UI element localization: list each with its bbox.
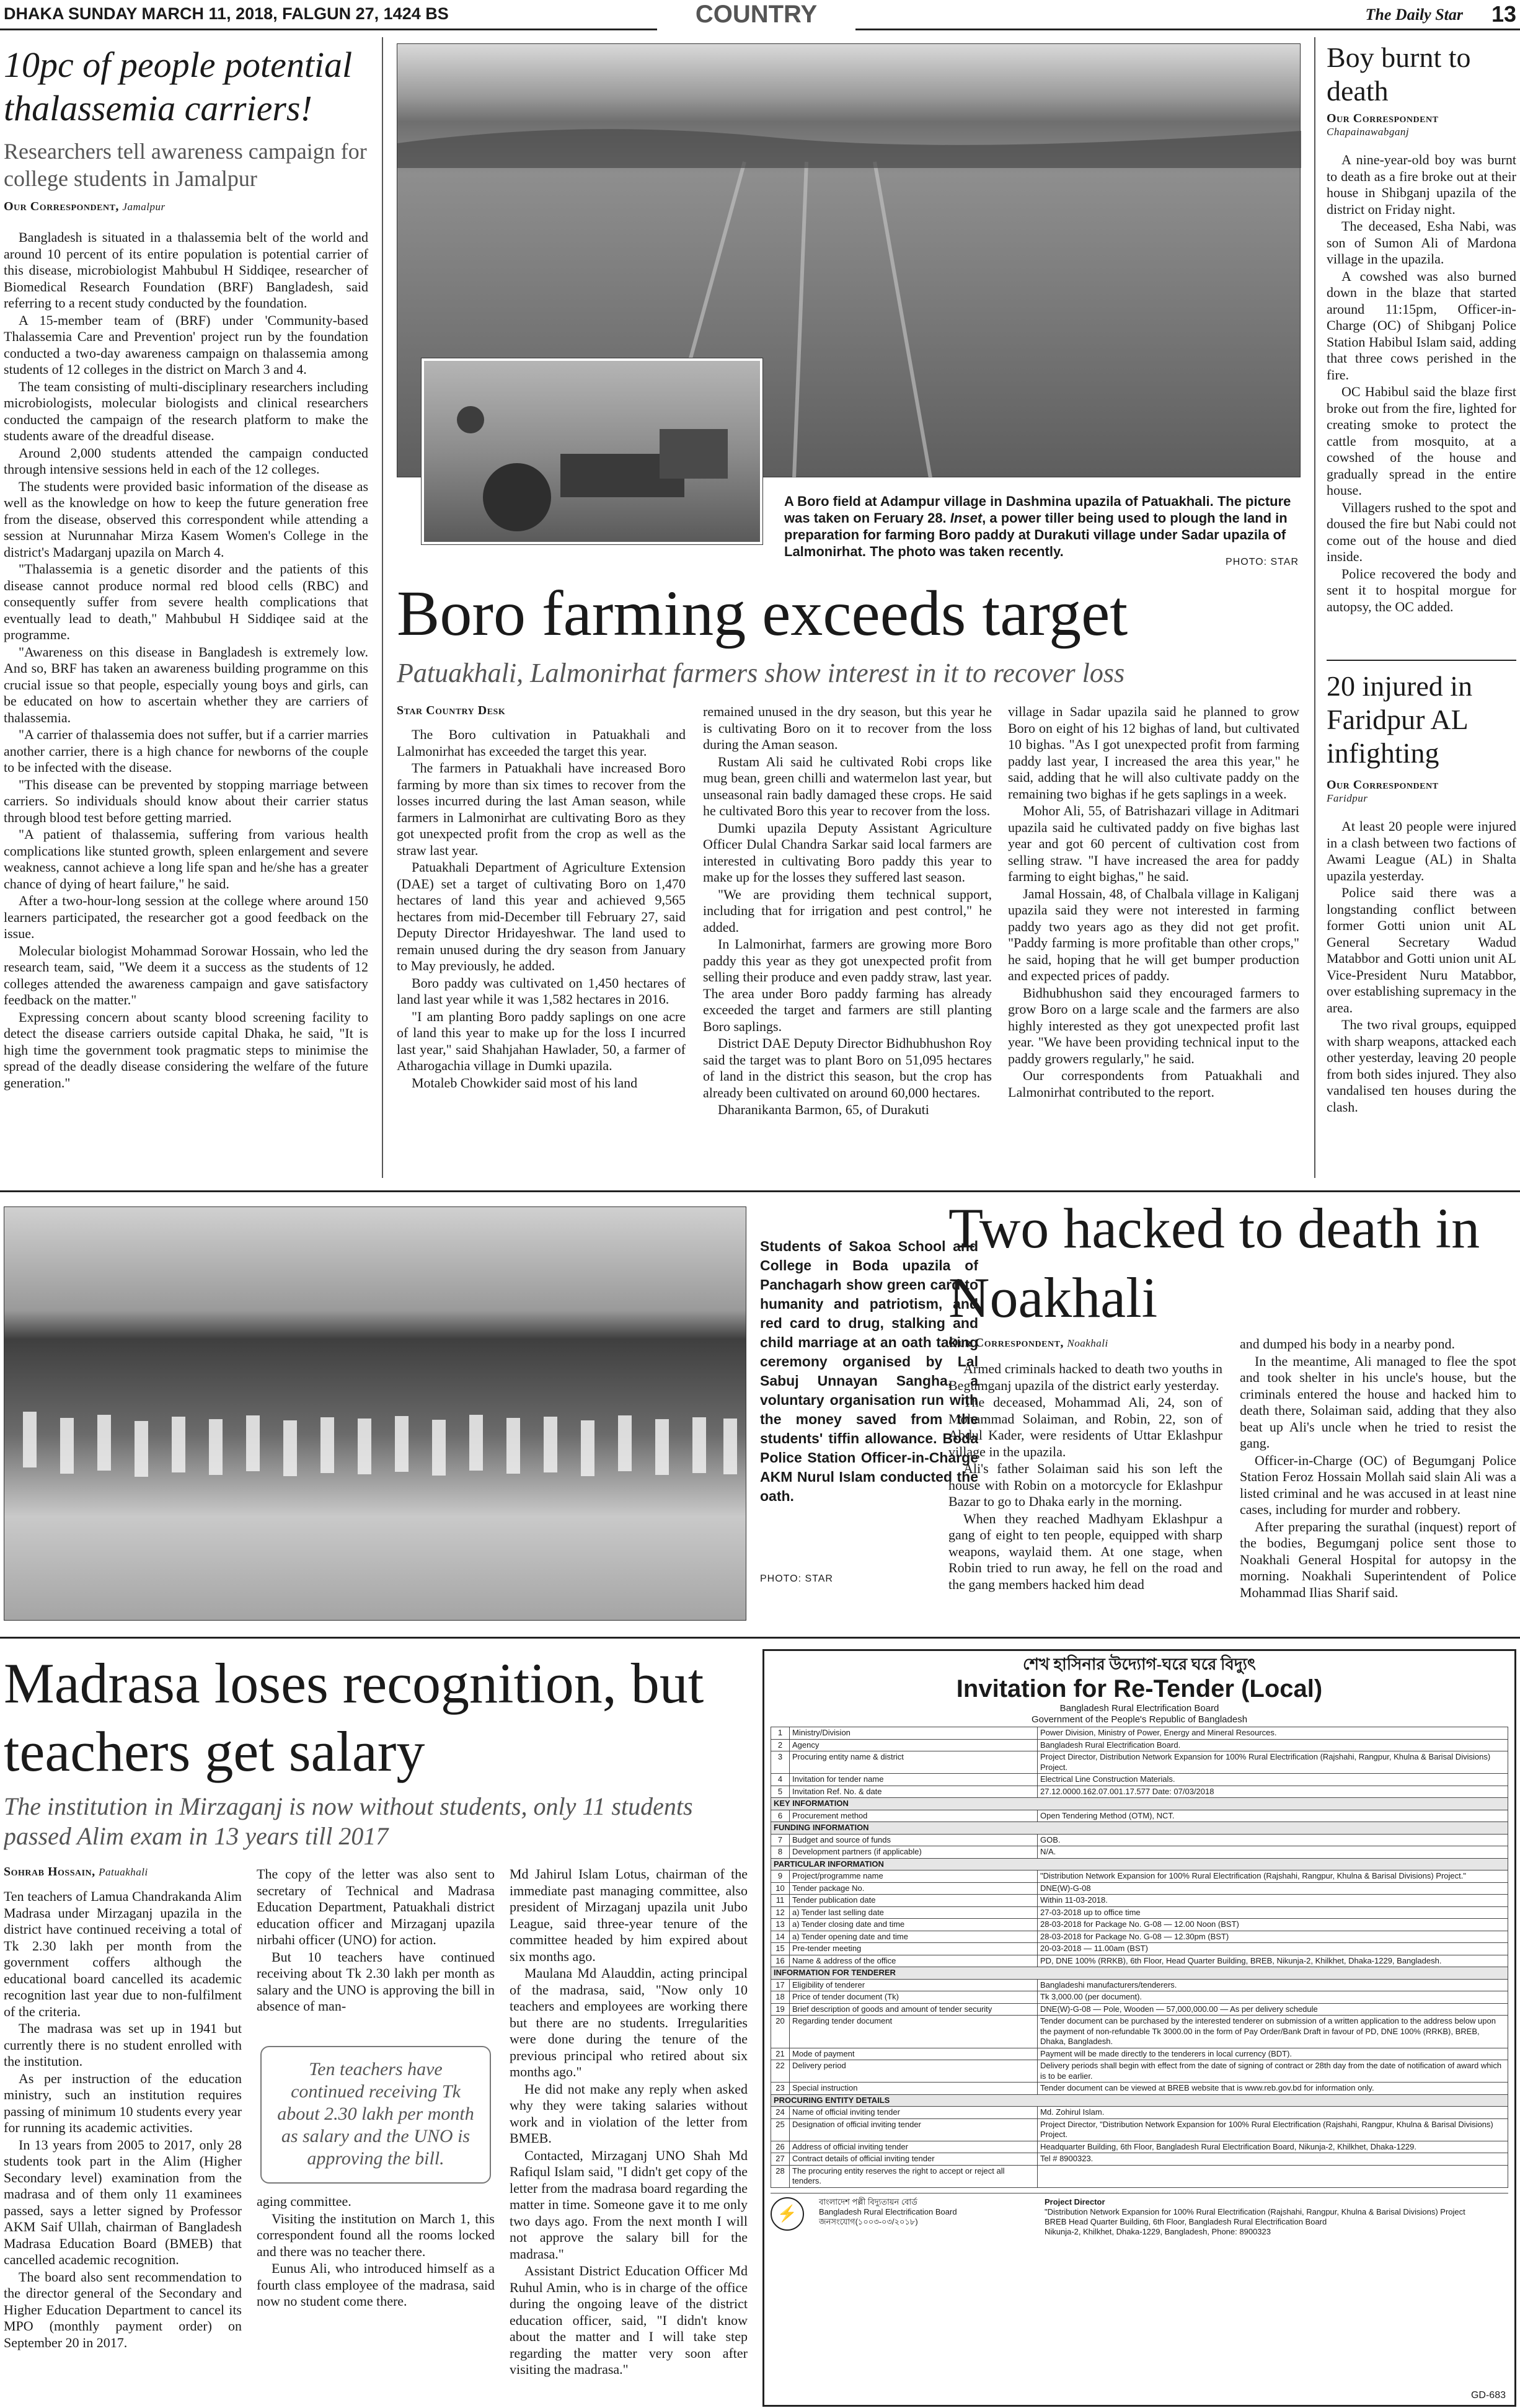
tender-row-number: 26	[771, 2141, 790, 2153]
paragraph: village in Sadar upazila said he planned to grow Boro on eight of his 12 bighas of land, but cultivated 10 bighas. "As I got unexpected profit from farming paddy last year, I increased the area this year," he said, adding that he will also cultivate paddy on the remaining two bighas if he gets saplings in a week.	[1008, 704, 1299, 802]
paper-logo: The Daily Star	[1365, 6, 1463, 24]
tender-row-label: Tender publication date	[790, 1895, 1038, 1907]
byline-name: Our Correspondent	[4, 200, 116, 213]
paragraph: remained unused in the dry season, but this year he is cultivating Boro on it to recover from the loss during the Aman season.	[703, 704, 992, 752]
footer-right-line: Nikunja-2, Khilkhet, Dhaka-1229, Bangladesh, Phone: 8900323	[1045, 2226, 1271, 2236]
tender-row	[771, 1727, 1508, 1740]
masthead-rule	[0, 29, 657, 30]
boy-body	[1327, 152, 1516, 654]
tender-row-label: Eligibility of tenderer	[790, 1979, 1038, 1991]
madrasa-pullquote: Ten teachers have continued receiving Tk about 2.30 lakh per month as salary and the UNO is approving the bill.	[260, 2046, 491, 2184]
paragraph: Jamal Hossain, 48, of Chalbala village in Kaliganj upazila said they were not interested in farming paddy two years ago as they did not get profit. "Paddy farming is more profitable than other crops," he said, hoping that he will get bumper production and expected prices of paddy.	[1008, 885, 1299, 983]
paragraph: Mohor Ali, 55, of Batrishazari village in Aditmari upazila said he cultivated paddy on five bighas last year and got 60 percent of cultivation cost from selling straw. "I have increased the area for paddy farming to eight bighas," he said.	[1008, 803, 1299, 884]
tender-row-number: 1	[771, 1727, 790, 1740]
footer-left-line: Bangladesh Rural Electrification Board	[819, 2207, 957, 2216]
tender-row	[771, 1919, 1508, 1931]
tender-row-number: 17	[771, 1979, 790, 1991]
masthead-rule-right	[855, 29, 1520, 30]
paragraph: Villagers rushed to the spot and doused the fire but Nabi could not come out of the house and died inside.	[1327, 499, 1516, 564]
tender-row-value: DNE(W)-G-08	[1038, 1882, 1508, 1895]
tender-footer	[771, 2193, 1508, 2237]
tender-row	[771, 2060, 1508, 2083]
tender-row-value: 27.12.0000.162.07.001.17.577 Date: 07/03/2018	[1038, 1786, 1508, 1798]
section-divider	[0, 1637, 1520, 1639]
paragraph: and dumped his body in a nearby pond.	[1240, 1336, 1456, 1352]
paragraph: Dharanikanta Barmon, 65, of Durakuti	[718, 1102, 929, 1117]
tender-row	[771, 1739, 1508, 1751]
tender-row-label: Brief description of goods and amount of tender security	[790, 2003, 1038, 2016]
tender-row-value	[1038, 2165, 1508, 2187]
tender-row-number: 28	[771, 2165, 790, 2187]
tender-code: GD-683	[1470, 2390, 1506, 2401]
tender-row-value: Power Division, Ministry of Power, Energy and Mineral Resources.	[1038, 1727, 1508, 1740]
tender-row-number: 19	[771, 2003, 790, 2016]
boro-photo-credit: PHOTO: STAR	[1226, 557, 1299, 567]
column-rule	[382, 37, 383, 1178]
tender-row-value: Within 11-03-2018.	[1038, 1895, 1508, 1907]
paragraph: The students were provided basic information of the disease as well as the knowledge on how to keep the future generation free from the disease, observed this correspondent while attending a session at Nurunnahar Mirza Kasem Women's College in the district's Madarganj upazila on March 4.	[4, 478, 368, 560]
paragraph: The deceased, Esha Nabi, was son of Sumon Ali of Mardona village in the upazila.	[1327, 218, 1516, 267]
paragraph: Dumki upazila Deputy Assistant Agriculture Officer Dulal Chandra Sarkar said local farmers are interested in cultivating Boro paddy this year to make up for the losses they suffered last season.	[703, 820, 992, 885]
tender-row-value: PD, DNE 100% (RRKB), 6th Floor, Head Quarter Building, BREB, Nikunja-2, Khilkhet, Dhaka-1229, Bangladesh.	[1038, 1955, 1508, 1967]
tender-row-number: 7	[771, 1834, 790, 1846]
paragraph: A cowshed was also burned down in the blaze that started around 11:15pm, Officer-in-Charge (OC) of Shibganj Police Station Habibul Islam said, adding that three cows perished in the fire.	[1327, 268, 1516, 383]
column-rule	[1314, 37, 1315, 1178]
paragraph: Motaleb Chowkider said most of his land	[412, 1074, 638, 1091]
tender-row-number: 27	[771, 2153, 790, 2166]
tender-row	[771, 1751, 1508, 1774]
tender-row-label: Regarding tender document	[790, 2016, 1038, 2048]
paragraph: A nine-year-old boy was burnt to death as a fire broke out at their house in Shibganj upazila of the district on Friday night.	[1327, 152, 1516, 217]
dateline: DHAKA SUNDAY MARCH 11, 2018, FALGUN 27, 1424 BS	[4, 4, 449, 23]
thalassemia-byline: Our Correspondent, Jamalpur	[4, 200, 166, 213]
paragraph: In 13 years from 2005 to 2017, only 28 students took part in the Alim (Higher Secondary level) examination from the madrasa and of them only 11 examinees passed, says a letter signed by Professor AKM Saif Ullah, chairman of Bangladesh Madrasa Education Board (BMEB) that cancelled academic recognition.	[4, 2136, 242, 2267]
noakhali-headline: Two hacked to death in Noakhali	[948, 1197, 1480, 1329]
tender-row	[771, 2153, 1508, 2166]
power-tiller-inset-photo	[422, 358, 762, 544]
paragraph: Patuakhali Department of Agriculture Extension (DAE) set a target of cultivating Boro on 1,470 hectares of land this year and achieved 9,565 hectares from mid-December till February 27, said Deputy Director Hridayeshwar. The land used to remain unused during the dry season from January to May previously, he added.	[397, 859, 686, 973]
tender-row-label: Delivery period	[790, 2060, 1038, 2083]
tender-row	[771, 1991, 1508, 2004]
paragraph: Molecular biologist Mohammad Sorowar Hossain, who led the research team, said, "We deem it a success as the students of 12 colleges attended the awareness campaign and gave satisfactory feedback on the matter."	[4, 942, 368, 1007]
page-number: 13	[1491, 1, 1516, 27]
tender-row-value: Project Director, Distribution Network Expansion for 100% Rural Electrification (Rajshahi, Rangpur, Khulna & Barisal Divisions) Project.	[1038, 1751, 1508, 1774]
paragraph: Assistant District Education Officer Md Ruhul Amin, who is in charge of the office during the ongoing leave of the district education officer, said, "I didn't know about the matter and I will take step regarding the matter very soon after visiting the madrasa."	[510, 2263, 748, 2377]
tender-row	[771, 1967, 1508, 1980]
tender-row-value: Md. Zohirul Islam.	[1038, 2107, 1508, 2119]
caption-inset-label: Inset	[950, 510, 983, 526]
byline-name: Sohrab Hossain	[4, 1865, 92, 1879]
byline-place: Patuakhali	[99, 1866, 148, 1878]
paragraph: Maulana Md Alauddin, acting principal of the madrasa, said, "Now only 10 teachers and employees are working there but there are no students. Irregularities were done during the tenure of the previous principal who retired about six months ago."	[510, 1965, 748, 2079]
tender-row-label: Agency	[790, 1739, 1038, 1751]
tender-section-label: PARTICULAR INFORMATION	[771, 1858, 1508, 1870]
tender-row-label: Address of official inviting tender	[790, 2141, 1038, 2153]
paragraph: "Thalassemia is a genetic disorder and the patients of this disease cannot produce normal red blood cells (RBC) and consequently suffer from severe health complications that eventually lead to death," Mahbubul H Siddiqee said at the programme.	[4, 561, 368, 642]
tender-row	[771, 1822, 1508, 1835]
sakoa-students-photo	[4, 1206, 746, 1621]
paragraph: Ali's father Solaiman said his son left the house with Robin on a motorcycle for Eklashpur Bazar to go to Dhaka early in the morning.	[948, 1461, 1222, 1509]
byline-place: Chapainawabganj	[1327, 126, 1410, 138]
paragraph: The Boro cultivation in Patuakhali and Lalmonirhat has exceeded the target this year.	[397, 727, 686, 759]
boro-byline: Star Country Desk	[397, 704, 506, 717]
madrasa-col2-bottom	[257, 2193, 495, 2406]
tender-row-value: GOB.	[1038, 1834, 1508, 1846]
tender-row-value: Tender document can be purchased by the interested tenderer on submission of a written application to the address below upon the payment of non-refundable Tk 3000.00 in the form of Pay Order/Bank Draft in favour of PD, DNE 100% (RRKB), BREB, Dhaka, Bangladesh.	[1038, 2016, 1508, 2048]
tender-row-label: Procuring entity name & district	[790, 1751, 1038, 1774]
tender-row-label: Invitation for tender name	[790, 1774, 1038, 1786]
tender-row-value: 28-03-2018 for Package No. G-08 — 12.00 Noon (BST)	[1038, 1919, 1508, 1931]
tender-row-label: a) Tender closing date and time	[790, 1919, 1038, 1931]
tender-row-number: 18	[771, 1991, 790, 2004]
paragraph: When they reached Madhyam Eklashpur a gang of eight to ten people, equipped with sharp weapons, waylaid them. At one stage, when Robin tried to run away, he fell on the road and the gang members hacked him dead	[948, 1510, 1222, 1592]
thalassemia-body	[4, 229, 368, 1172]
breb-logo: ⚡	[771, 2197, 804, 2231]
tender-row	[771, 1931, 1508, 1943]
tender-row	[771, 1870, 1508, 1883]
tender-row-label: Procurement method	[790, 1810, 1038, 1822]
paragraph: "Awareness on this disease in Bangladesh is extremely low. And so, BRF has taken an awareness building programme on this crucial issue so that people, especially young boys and girls, can be educated on how to ascertain whether they are carriers of thalassemia.	[4, 644, 368, 725]
paragraph: "This disease can be prevented by stopping marriage between carriers. So individuals should know about their carrier status through blood test before getting married.	[4, 776, 368, 825]
caption-inset: , a power tiller being used to plough the land in preparation for farming Boro paddy at Durakuti village under Sadar upazila of Lalmonirhat. The photo was taken recently.	[784, 510, 1288, 559]
footer-right-line: "Distribution Network Expansion for 100% Rural Electrification (Rajshahi, Rangpur, Khulna & Barisal Divisions) Project	[1045, 2207, 1465, 2216]
thalassemia-subhead: Researchers tell awareness campaign for college students in Jamalpur	[4, 139, 367, 191]
paragraph: In Lalmonirhat, farmers are growing more Boro paddy this year as they got unexpected profit from selling their produce and even paddy straw, last year. The area under Boro paddy farming has already exceeded the target and farmers are still planting Boro saplings.	[703, 936, 992, 1034]
thalassemia-headline: 10pc of people potential thalassemia carriers!	[4, 45, 353, 128]
tender-row-label: Development partners (if applicable)	[790, 1846, 1038, 1859]
sakoa-photo-credit: PHOTO: STAR	[760, 1574, 833, 1584]
tender-row	[771, 2107, 1508, 2119]
madrasa-headline: Madrasa loses recognition, but teachers get salary	[4, 1652, 704, 1783]
tender-row-value: Open Tendering Method (OTM), NCT.	[1038, 1810, 1508, 1822]
paragraph: Armed criminals hacked to death two youths in Begumganj upazila of the district early yesterday.	[948, 1361, 1222, 1393]
noakhali-col2	[1240, 1336, 1516, 1624]
tender-row	[771, 1895, 1508, 1907]
tender-row	[771, 2141, 1508, 2153]
paragraph: OC Habibul said the blaze first broke out from the fire, lighted for creating smoke to protect the cattle from mosquito, at a cowshed of the house and gradually spread in the entire house.	[1327, 384, 1516, 498]
tender-row	[771, 1798, 1508, 1810]
boro-subhead: Patuakhali, Lalmonirhat farmers show interest in it to recover loss	[397, 658, 1125, 688]
paragraph: Contacted, Mirzaganj UNO Shah Md Rafiqul Islam said, "I didn't get copy of the letter from the madrasa board regarding the matter in time. Someone gave it to me only two days ago. From the next month I will not approve the salary bill for the madrasa."	[510, 2147, 748, 2262]
paragraph: The board also sent recommendation to the director general of the Secondary and Higher Education Department to cancel its MPO (monthly payment order) on September 20 in 2017.	[4, 2269, 242, 2350]
students-silhouettes	[4, 1207, 747, 1621]
tender-row-number: 20	[771, 2016, 790, 2048]
paragraph: Visiting the institution on March 1, this correspondent found all the rooms locked and there was no teacher there.	[257, 2210, 495, 2259]
tender-row-value: 20-03-2018 — 11.00am (BST)	[1038, 1943, 1508, 1955]
tender-row-value: Bangladesh Rural Electrification Board.	[1038, 1739, 1508, 1751]
sakoa-caption: Students of Sakoa School and College in Boda upazila of Panchagarh show green card to humanity and patriotism, and red card to drug, stalking and child marriage at an oath taking ceremony organised by Lal Sabuj Unnayan Sangha, a voluntary organisation run with the money saved from the students' tiffin allowance. Boda Police Station Officer-in-Charge AKM Nurul Islam conducted the oath.	[760, 1238, 978, 1504]
byline-place: Noakhali	[1067, 1337, 1108, 1349]
paragraph: Rustam Ali said he cultivated Robi crops like mug bean, green chilli and watermelon last year, but unseasonal rain badly damaged these crops. He said he cultivated Boro this year to recover from the loss.	[703, 753, 992, 818]
story-divider	[1327, 660, 1516, 661]
tender-row	[771, 2083, 1508, 2095]
section-label: COUNTRY	[695, 1, 818, 28]
tender-row-label: a) Tender opening date and time	[790, 1931, 1038, 1943]
tender-row-number: 22	[771, 2060, 790, 2083]
tender-row-value: 27-03-2018 up to office time	[1038, 1906, 1508, 1919]
paragraph: Our correspondents from Patuakhali and Lalmonirhat contributed to the report.	[1008, 1068, 1299, 1100]
faridpur-body	[1327, 818, 1516, 1178]
tender-row-value: DNE(W)-G-08 — Pole, Wooden — 57,000,000.00 — As per delivery schedule	[1038, 2003, 1508, 2016]
tender-row-value: Delivery periods shall begin with effect from the date of signing of contract or 28th day from the date of notification of award which is to be earlier.	[1038, 2060, 1508, 2083]
paragraph: Police recovered the body and sent it to hospital morgue for autopsy, the OC added.	[1327, 565, 1516, 614]
tender-row-value: 28-03-2018 for Package No. G-08 — 12.30pm (BST)	[1038, 1931, 1508, 1943]
boy-headline: Boy burnt to death	[1327, 42, 1471, 107]
tender-row-number: 21	[771, 2048, 790, 2060]
tender-row-number: 5	[771, 1786, 790, 1798]
paragraph: At least 20 people were injured in a clash between two factions of Awami League (AL) in Shalta upazila yesterday.	[1327, 818, 1516, 883]
tender-gov: Government of the People's Republic of Bangladesh	[1031, 1714, 1248, 1725]
tender-row-label: Invitation Ref. No. & date	[790, 1786, 1038, 1798]
tender-row-number: 25	[771, 2118, 790, 2141]
paragraph: Bidhubhushon said they encouraged farmers to grow Boro on a large scale and the farmers are also highly interested as they got unexpected profit last year. "We have been providing technical input to the paddy growers regularly," he said.	[1008, 985, 1299, 1066]
tender-row-number: 15	[771, 1943, 790, 1955]
tender-row-label: The procuring entity reserves the right to accept or reject all tenders.	[790, 2165, 1038, 2187]
tender-section-label: FUNDING INFORMATION	[771, 1822, 1508, 1835]
tender-table	[771, 1727, 1508, 2188]
caption-main: A Boro field at Adampur village in Dashmina upazila of Patuakhali. The picture was taken on Feruary 28.	[784, 494, 1291, 526]
faridpur-byline	[1327, 778, 1516, 809]
madrasa-subhead: The institution in Mirzaganj is now without students, only 11 students passed Alim exam in 13 years till 2017	[4, 1792, 693, 1850]
noakhali-col1	[948, 1361, 1222, 1624]
paragraph: After a two-hour-long session at the college where around 150 learners participated, the researcher got a good feedback on the issue.	[4, 893, 368, 941]
boro-col1	[397, 727, 686, 1176]
tender-row-label: a) Tender last selling date	[790, 1906, 1038, 1919]
tender-row	[771, 1955, 1508, 1967]
tender-row-number: 13	[771, 1919, 790, 1931]
tender-section-label: INFORMATION FOR TENDERER	[771, 1967, 1508, 1980]
paragraph: As per instruction of the education ministry, such an institution requires passing of minimum 10 students every year for running its academic activities.	[4, 2070, 242, 2135]
footer-right-title: Project Director	[1045, 2197, 1105, 2207]
tender-row-number: 14	[771, 1931, 790, 1943]
tender-row-label: Price of tender document (Tk)	[790, 1991, 1038, 2004]
paragraph: Md Jahirul Islam Lotus, chairman of the immediate past managing committee, also president of Mirzaganj upazila unit Jubo League, said three-year tenure of the committee headed by him expired about six months ago.	[510, 1866, 748, 1964]
tender-row-label: Tender package No.	[790, 1882, 1038, 1895]
tender-row	[771, 1774, 1508, 1786]
tender-row-number: 11	[771, 1895, 790, 1907]
tender-row-label: Mode of payment	[790, 2048, 1038, 2060]
paragraph: He did not make any reply when asked why they were taking salaries without work and in violation of the letter from BMEB.	[510, 2081, 748, 2146]
paragraph: The madrasa was set up in 1941 but currently there is no student enrolled with the institution.	[4, 2021, 242, 2069]
footer-left-line: জনসংযোগ(১০০৩-০৩/২০১৮)	[819, 2216, 918, 2226]
tender-row-label: Budget and source of funds	[790, 1834, 1038, 1846]
tender-row-value: Tel # 8900323.	[1038, 2153, 1508, 2166]
tender-row-number: 9	[771, 1870, 790, 1883]
tender-bengali-header: শেখ হাসিনার উদ্যোগ-ঘরে ঘরে বিদ্যুৎ	[1023, 1655, 1256, 1673]
tender-row-value: Bangladeshi manufacturers/tenderers.	[1038, 1979, 1508, 1991]
paragraph: aging committee.	[257, 2193, 351, 2209]
tender-row-number: 16	[771, 1955, 790, 1967]
tender-row	[771, 1906, 1508, 1919]
paragraph: Officer-in-Charge (OC) of Begumganj Police Station Feroz Hossain Mollah said slain Ali was a listed criminal and he was accused in at least nine cases, including for murder and robbery.	[1240, 1452, 1516, 1517]
paragraph: "I am planting Boro paddy saplings on one acre of land this year to make up for the loss I incurred last year," said Shahjahan Hawlader, 50, a farmer of Atharogachia village in Dumki upazila.	[397, 1008, 686, 1073]
paragraph: The two rival groups, equipped with sharp weapons, attacked each other yesterday, leaving 20 people from both sides injured. They also vandalised ten houses during the clash.	[1327, 1017, 1516, 1115]
tender-row	[771, 1786, 1508, 1798]
paragraph: The deceased, Mohammad Ali, 24, son of Mohammad Solaiman, and Robin, 22, son of Abdul Kader, were residents of Uttar Eklashpur village in the upazila.	[948, 1394, 1222, 1459]
paragraph: Ten teachers of Lamua Chandrakanda Alim Madrasa under Mirzaganj upazila in the district have continued receiving a total of Tk 2.30 lakh per month from the government coffers although the educational board cancelled its academic recognition last year due to non-fulfilment of the criteria.	[4, 1888, 242, 2019]
tender-row	[771, 1834, 1508, 1846]
paragraph: Around 2,000 students attended the campaign conducted through intensive sessions held in each of the 12 colleges.	[4, 445, 368, 477]
paragraph: Boro paddy was cultivated on 1,450 hectares of land last year while it was 1,582 hectares in 2016.	[397, 975, 686, 1007]
boro-col3	[1008, 704, 1299, 1176]
paragraph: A 15-member team of (BRF) under 'Community-based Thalassemia Care and Prevention' project run by the foundation conducted a two-day awareness campaign on thalassemia among students of 12 colleges in the district on March 3 and 4.	[4, 312, 368, 377]
madrasa-col3	[510, 1866, 748, 2406]
tender-row	[771, 1979, 1508, 1991]
faridpur-headline: 20 injured in Faridpur AL infighting	[1327, 670, 1473, 769]
paragraph: Police said there was a longstanding conflict between former Gotti union unit AL General Secretary Wadud Matabbor and Gotti union unit AL Vice-President Nuru Matabbor, over establishing supremacy in the area.	[1327, 885, 1516, 1016]
tender-title: Invitation for Re-Tender (Local)	[956, 1675, 1323, 1702]
boro-headline: Boro farming exceeds target	[397, 578, 1128, 649]
paragraph: The copy of the letter was also sent to secretary of Technical and Madrasa Education Department, Patuakhali district education officer and Mirzaganj upazila nirbahi officer (UNO) for action.	[257, 1866, 495, 1947]
paragraph: After preparing the surathal (inquest) report of the bodies, Begumganj police sent those to Noakhali General Hospital for autopsy in the morning. Noakhali Superintendent of Police Mohammad Ilias Sharif said.	[1240, 1518, 1516, 1600]
tender-row-number: 4	[771, 1774, 790, 1786]
tender-row-label: Special instruction	[790, 2083, 1038, 2095]
tender-advertisement	[762, 1649, 1516, 2407]
tender-row	[771, 2003, 1508, 2016]
tender-row-value: Electrical Line Construction Materials.	[1038, 1774, 1508, 1786]
tender-row-label: Name of official inviting tender	[790, 2107, 1038, 2119]
tender-row-number: 8	[771, 1846, 790, 1859]
noakhali-byline: Our Correspondent, Noakhali	[948, 1336, 1108, 1350]
tender-org: Bangladesh Rural Electrification Board	[1059, 1703, 1219, 1714]
section-divider	[0, 1190, 1520, 1192]
paragraph: But 10 teachers have continued receiving about Tk 2.30 lakh per month as salary and the UNO is approving the bill in absence of man-	[257, 1949, 495, 2014]
tender-row-number: 6	[771, 1810, 790, 1822]
tractor-icon	[424, 361, 765, 547]
paragraph: "A patient of thalassemia, suffering from various health complications like stunted growth, spleen enlargement and severe weakness, cannot achieve a long life span and he/she has a greater chance of dying of heart failure," he said.	[4, 826, 368, 892]
tender-row-value: Tk 3,000.00 (per document).	[1038, 1991, 1508, 2004]
tender-row-value: N/A.	[1038, 1846, 1508, 1859]
paragraph: Eunus Ali, who introduced himself as a fourth class employee of the madrasa, said now no student come there.	[257, 2260, 495, 2309]
boro-photo-caption	[784, 493, 1299, 564]
tender-row-label: Designation of official inviting tender	[790, 2118, 1038, 2141]
tender-row-label: Name & address of the office	[790, 1955, 1038, 1967]
footer-right-line: BREB Head Quarter Building, 6th Floor, Bangladesh Rural Electrification Board	[1045, 2216, 1327, 2226]
tender-row	[771, 1846, 1508, 1859]
tender-row-number: 24	[771, 2107, 790, 2119]
madrasa-col1	[4, 1888, 242, 2406]
tender-row-label: Project/programme name	[790, 1870, 1038, 1883]
tender-row	[771, 2094, 1508, 2107]
tender-row	[771, 2016, 1508, 2048]
tender-row-value: "Distribution Network Expansion for 100% Rural Electrification (Rajshahi, Rangpur, Khulna & Barisal Divisions) Project."	[1038, 1870, 1508, 1883]
paragraph: Bangladesh is situated in a thalassemia belt of the world and around 10 percent of its entire population is potential carrier of this disease, microbiologist Mahbubul H Siddiqee, researcher of Biomedical Research Foundation (BRF) Bangladesh, said referring to a recent study conducted by the foundation.	[4, 229, 368, 311]
tender-row	[771, 1858, 1508, 1870]
madrasa-col2-top	[257, 1866, 495, 2037]
tender-row	[771, 2118, 1508, 2141]
paragraph: "A carrier of thalassemia does not suffer, but if a carrier marries another carrier, there is a high chance for newborns of the couple to be infected with the disease.	[4, 727, 368, 775]
tender-row	[771, 2165, 1508, 2187]
paragraph: District DAE Deputy Director Bidhubhushon Roy said the target was to plant Boro on 51,095 hectares of land in the district this season, but the crop has already been cultivated on around 60,000 hectares.	[703, 1035, 992, 1100]
tender-row	[771, 1943, 1508, 1955]
byline-name: Our Correspondent	[948, 1336, 1061, 1350]
tender-row-label: Ministry/Division	[790, 1727, 1038, 1740]
tender-footer-left	[819, 2197, 1030, 2237]
tender-row-number: 3	[771, 1751, 790, 1774]
byline-name: Our Correspondent	[1327, 778, 1439, 792]
tender-row-value: Project Director, "Distribution Network Expansion for 100% Rural Electrification (Rajshahi, Rangpur, Khulna & Barisal Divisions) Project.	[1038, 2118, 1508, 2141]
tender-section-label: KEY INFORMATION	[771, 1798, 1508, 1810]
paragraph: The farmers in Patuakhali have increased Boro farming by more than six times to recover from the losses incurred during the last Aman season, while farmers in Lalmonirhat are cultivating Boro as they got unexpected profit from the crop as well as the straw last year.	[397, 760, 686, 858]
byline-place: Faridpur	[1327, 792, 1368, 804]
paragraph: "We are providing them technical support, including that for irrigation and pest control," he added.	[703, 886, 992, 935]
tender-row	[771, 1810, 1508, 1822]
tender-row-value: Headquarter Building, 6th Floor, Bangladesh Rural Electrification Board, Nikunja-2, Khilkhet, Dhaka-1229.	[1038, 2141, 1508, 2153]
boy-byline	[1327, 112, 1516, 143]
tender-footer-right	[1045, 2197, 1508, 2237]
tender-row-number: 10	[771, 1882, 790, 1895]
tender-row	[771, 2048, 1508, 2060]
tender-section-label: PROCURING ENTITY DETAILS	[771, 2094, 1508, 2107]
byline-place: Jamalpur	[122, 201, 166, 213]
tender-row-value: Payment will be made directly to the tenderers in local currency (BDT).	[1038, 2048, 1508, 2060]
tender-row-number: 2	[771, 1739, 790, 1751]
tender-row-label: Pre-tender meeting	[790, 1943, 1038, 1955]
footer-left-line: বাংলাদেশ পল্লী বিদ্যুতায়ন বোর্ড	[819, 2197, 917, 2207]
tender-row	[771, 1882, 1508, 1895]
paragraph: The team consisting of multi-disciplinary researchers including microbiologists, molecular biologists and clinical researchers conducted the campaign of the research platform to make the students aware of the dreadful disease.	[4, 378, 368, 443]
paragraph: In the meantime, Ali managed to flee the spot and took shelter in his uncle's house, but the criminals entered the house and hacked him to death there, Solaiman said, adding that they also beat up Ali's uncle when he tried to resist the gang.	[1240, 1353, 1516, 1451]
tender-row-label: Contract details of official inviting tender	[790, 2153, 1038, 2166]
paragraph: Expressing concern about scanty blood screening facility to detect the disease carriers outside capital Dhaka, he said, "It is high time the government took pragmatic steps to minimise the spread of the deadly disease considering the welfare of the future generation."	[4, 1009, 368, 1091]
madrasa-byline: Sohrab Hossain, Patuakhali	[4, 1865, 148, 1879]
tender-row-number: 12	[771, 1906, 790, 1919]
boro-col2	[703, 704, 992, 1176]
tender-row-number: 23	[771, 2083, 790, 2095]
byline-name: Our Correspondent	[1327, 112, 1439, 125]
tender-row-value: Tender document can be viewed at BREB website that is www.reb.gov.bd for information only.	[1038, 2083, 1508, 2095]
